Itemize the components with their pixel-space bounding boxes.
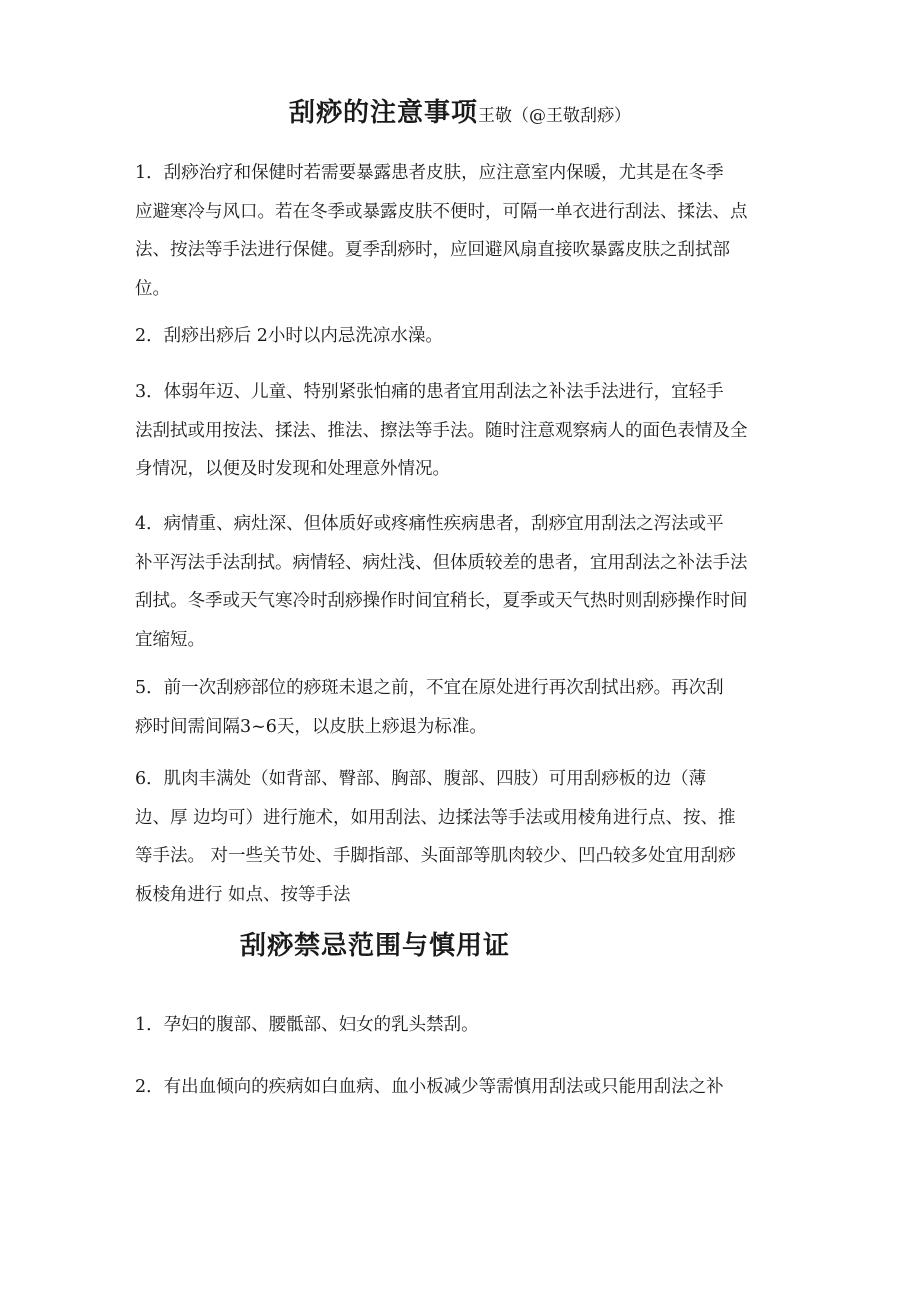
paragraph-line: 5．前一次刮痧部位的痧斑未退之前，不宜在原处进行再次刮拭出痧。再次刮 (135, 678, 724, 698)
paragraph-line: 宜缩短。 (135, 629, 205, 650)
contraindication-item-1 (135, 1006, 795, 1045)
paragraph-line: 身情况，以便及时发现和处理意外情况。 (135, 459, 450, 479)
paragraph-6 (135, 760, 795, 914)
title-author: 王敬（@王敬刮痧） (478, 106, 631, 126)
paragraph-line: 1．刮痧治疗和保健时若需要暴露患者皮肤，应注意室内保暖，尤其是在冬季 (135, 163, 724, 183)
paragraph-5 (135, 669, 795, 746)
paragraph-line: 补平泻法手法刮拭。病情轻、病灶浅、但体质较差的患者，宜用刮法之补法手法 (135, 552, 748, 573)
paragraph-line: 等手法。 对一些关节处、手脚指部、头面部等肌肉较少、凹凸较多处宜用刮痧 (135, 846, 736, 866)
title-main-text: 刮痧的注意事项 (288, 98, 478, 128)
paragraph-line: 位。 (135, 278, 170, 299)
paragraph-4 (135, 505, 795, 659)
paragraph-line: 法、按法等手法进行保健。夏季刮痧时，应回避风扇直接吹暴露皮肤之刮拭部 (135, 240, 730, 260)
paragraph-line: 4．病情重、病灶深、但体质好或疼痛性疾病患者，刮痧宜用刮法之泻法或平 (135, 514, 724, 534)
paragraph-line: 边、厚 边均可）进行施术，如用刮法、边揉法等手法或用棱角进行点、按、推 (135, 807, 736, 828)
paragraph-line: 法刮拭或用按法、揉法、推法、擦法等手法。随时注意观察病人的面色表情及全 (135, 420, 748, 441)
paragraph-line: 痧时间需间隔3~6天，以皮肤上痧退为标准。 (135, 716, 487, 737)
contraindication-item-2 (135, 1068, 795, 1107)
paragraph-line: 板棱角进行 如点、按等手法 (135, 884, 351, 905)
paragraph-2 (135, 317, 795, 356)
paragraph-line: 应避寒冷与风口。若在冬季或暴露皮肤不便时，可隔一单衣进行刮法、揉法、点 (135, 201, 748, 222)
section-title: 刮痧禁忌范围与慎用证 (240, 931, 511, 961)
paragraph-1 (135, 154, 795, 308)
paragraph-line: 2．有出血倾向的疾病如白血病、血小板减少等需慎用刮法或只能用刮法之补 (135, 1077, 724, 1097)
page-title (0, 92, 920, 129)
paragraph-3 (135, 373, 795, 489)
paragraph-line: 2．刮痧出痧后 2小时以内忌洗凉水澡。 (135, 326, 443, 346)
paragraph-line: 1．孕妇的腹部、腰骶部、妇女的乳头禁刮。 (135, 1015, 479, 1035)
paragraph-line: 3．体弱年迈、儿童、特别紧张怕痛的患者宜用刮法之补法手法进行，宜轻手 (135, 382, 724, 402)
paragraph-line: 刮拭。冬季或天气寒冷时刮痧操作时间宜稍长，夏季或天气热时则刮痧操作时间 (135, 591, 748, 611)
paragraph-line: 6．肌肉丰满处（如背部、臀部、胸部、腹部、四肢）可用刮痧板的边（薄 (135, 769, 707, 789)
